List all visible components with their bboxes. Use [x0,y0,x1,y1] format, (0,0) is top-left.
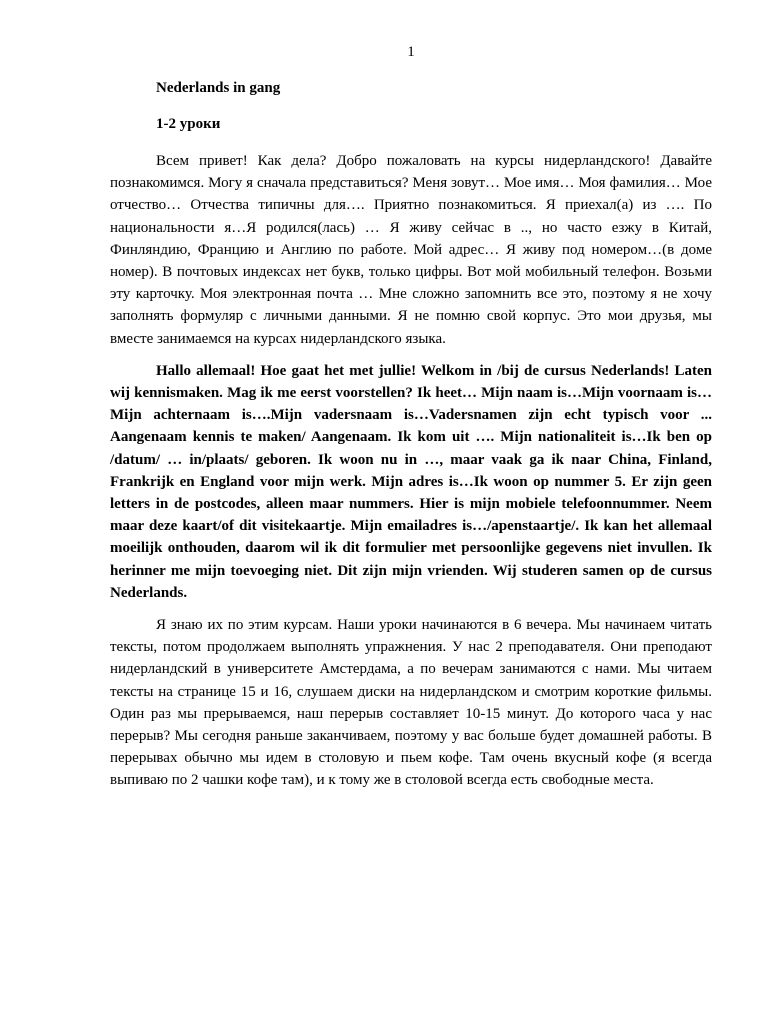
document-page [110,42,712,802]
paragraph-russian-intro: Всем привет! Как дела? Добро пожаловать на курсы нидерландского! Давайте познакомимся. Могу я сначала представиться? Меня зовут… Мое имя… Моя фамилия… Мое отчество… Отчества типичны для…. Приятно познакомиться. Я приехал(а) из …. По национальности я…Я родился(лась) … Я живу сейчас в .., но часто езжу в Китай, Финляндию, Францию и Англию по работе. Мой адрес… Я живу под номером…(в доме номер). В почтовых индексах нет букв, только цифры. Вот мой мобильный телефон. Возьми эту карточку. Моя электронная почта … Мне сложно запомнить все это, поэтому я не хочу заполнять формуляр с личными данными. Я не помню свой корпус. Это мои друзья, мы вместе занимаемся на курсах нидерландского языка. [110,153,712,347]
paragraph-dutch-translation: Hallo allemaal! Hoe gaat het met jullie! Welkom in /bij de cursus Nederlands! Laten wij kennismaken. Mag ik me eerst voorstellen? Ik heet… Mijn naam is…Mijn voornaam is…Mijn achternaam is….Mijn vadersnaam is…Vadersnamen zijn echt typisch voor ... Aangenaam kennis te maken/ Aangenaam. Ik kom uit …. Mijn nationaliteit is…Ik ben op /datum/ … in/plaats/ geboren. Ik woon nu in …, maar vaak ga ik naar China, Finland, Frankrijk en England voor mijn werk. Mijn adres is…Ik woon op nummer 5. Er zijn geen letters in de postcodes, alleen maar nummers. Hier is mijn mobiele telefoonnummer. Neem maar deze kaart/of dit visitekaartje. Mijn emailadres is…/apenstaartje/. Ik kan het allemaal moeilijk onthouden, daarom wil ik dit formulier met persoonlijke gegevens niet invullen. Ik herinner me mijn toevoeging niet. Dit zijn mijn vrienden. Wij studeren samen op de cursus Nederlands. [110,362,712,601]
lesson-subtitle: 1-2 уроки [156,116,221,132]
paragraph-russian-courses: Я знаю их по этим курсам. Наши уроки начинаются в 6 вечера. Мы начинаем читать тексты, потом продолжаем выполнять упражнения. У нас 2 преподавателя. Они преподают нидерландский в университете Амстердама, а по вечерам занимаются с нами. Мы читаем тексты на странице 15 и 16, слушаем диски на нидерландском и смотрим короткие фильмы. Один раз мы прерываемся, наш перерыв составляет 10-15 минут. До которого часа у нас перерыв? Мы сегодня раньше заканчиваем, поэтому у вас больше будет домашней работы. В перерывах обычно мы идем в столовую и пьем кофе. Там очень вкусный кофе (я всегда выпиваю по 2 чашки кофе там), и к тому же в столовой всегда есть свободные места. [110,617,712,789]
page-number: 1 [407,44,415,60]
document-title: Nederlands in gang [156,80,281,96]
